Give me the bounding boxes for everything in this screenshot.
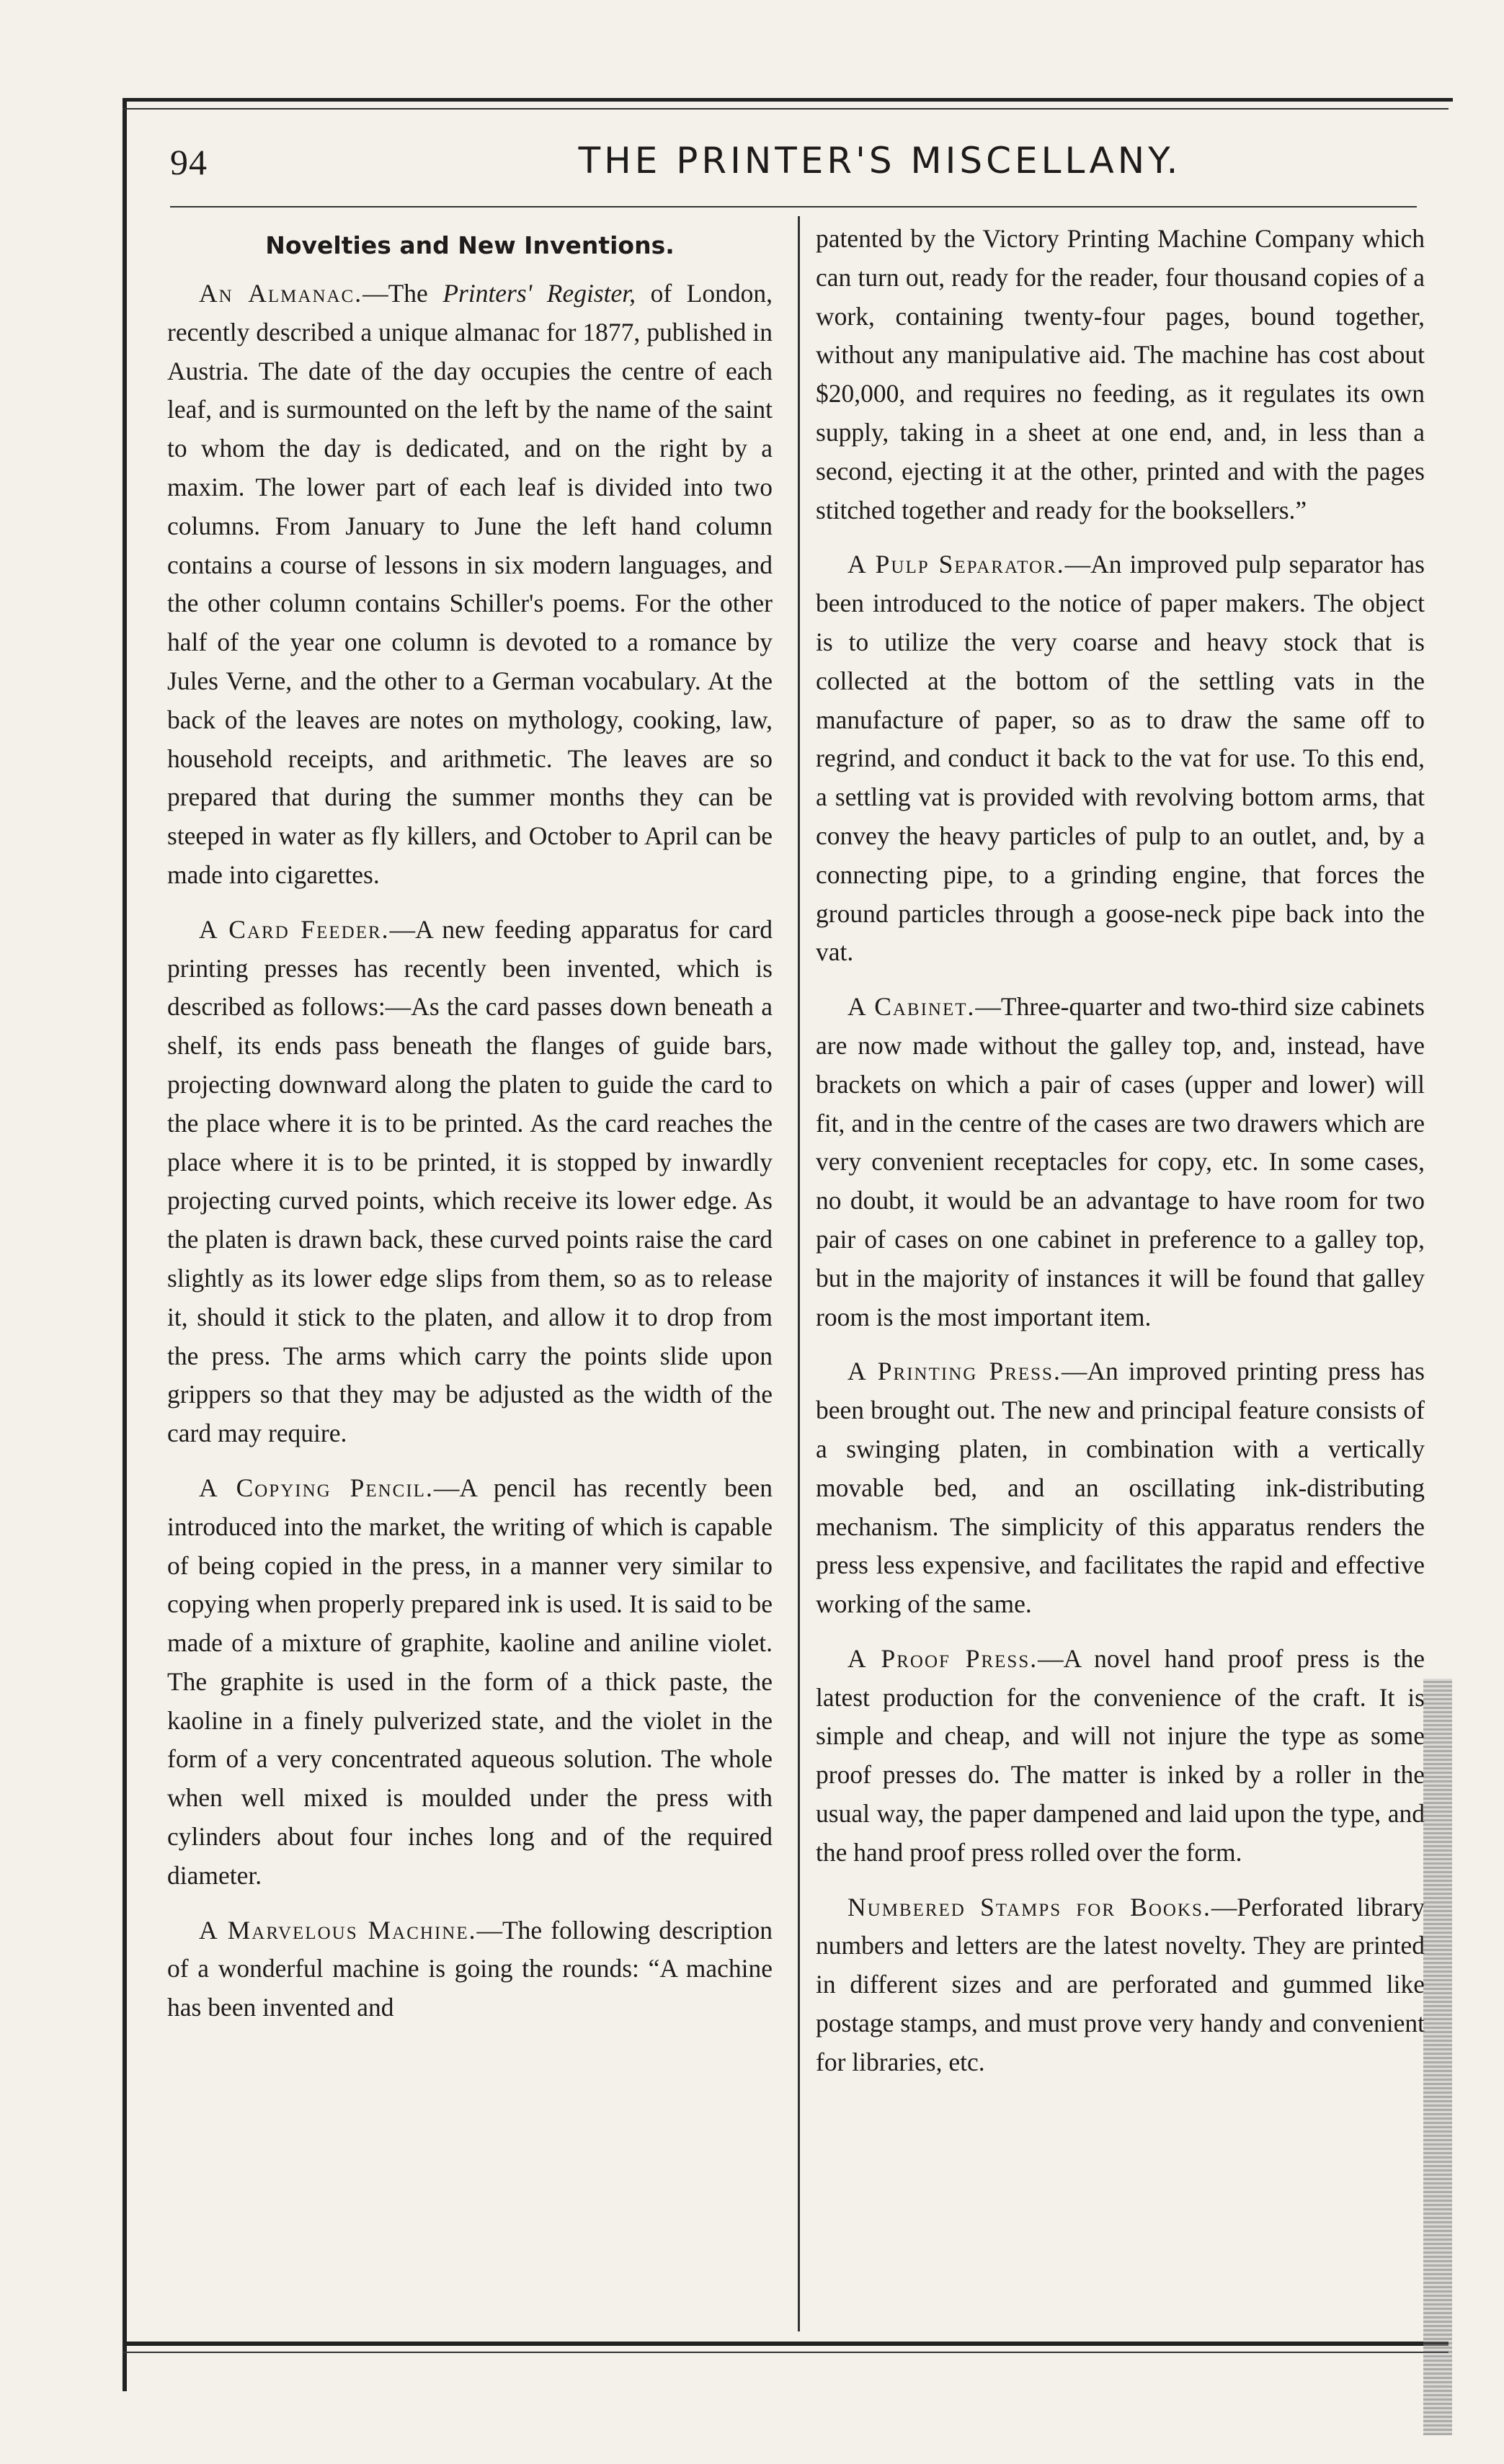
article-title: A Copying Pencil.	[199, 1473, 434, 1502]
article-text: —A new feeding apparatus for card printing presses has recently been invented, which is described as follows:—As the card passes down beneath a shelf, its ends pass beneath the flanges of guide bars, projecting downward along the platen to guide the card to the place where it is to be printed. As the card reaches the place where it is to be printed, it is stopped by inwardly projecting curved points, which receive its lower edge. As the platen is drawn back, these curved points raise the card slightly as its lower edge slips from them, so as to release it, should it stick to the platen, and allow it to drop from the press. The arms which carry the points slide upon grippers so that they may be adjusted as the width of the card may require.	[167, 914, 773, 1448]
page-number: 94	[170, 142, 208, 182]
header-rule	[170, 206, 1417, 207]
article-cabinet	[816, 988, 1425, 1336]
article-marvelous-machine-continued: patented by the Victory Printing Machine Company which can turn out, ready for the reader, four thousand copies of a work, containing twenty-four pages, bound together, without any manipulative aid. The machine has cost about $20,000, and requires no feeding, as it regulates its own supply, taking in a sheet at one end, and, in less than a second, ejecting it at the other, printed and with the pages stitched together and ready for the booksellers.”	[816, 224, 1425, 525]
article-text: —The following description of a wonderful machine is going the rounds: “A machine has been invented and	[167, 1915, 773, 2022]
article-printing-press	[816, 1352, 1425, 1624]
article-text: —An improved printing press has been brought out. The new and principal feature consists of a swinging platen, in combination with a vertically movable bed, and an oscillating ink-distributing mechanism. The simplicity of this apparatus renders the press less expensive, and facilitates the rapid and effective working of the same.	[816, 1357, 1425, 1619]
article-card-feeder	[167, 911, 773, 1453]
article-copying-pencil	[167, 1469, 773, 1896]
section-heading: Novelties and New Inventions.	[265, 231, 675, 259]
frame-top-rule	[123, 108, 1449, 110]
publication-name: Printers' Register,	[442, 279, 636, 308]
column-divider	[798, 216, 800, 2331]
article-pulp-separator	[816, 545, 1425, 972]
page-edge-texture	[1423, 1679, 1452, 2435]
article-text: of London, recently described a unique almanac for 1877, published in Austria. The date of the day occupies the centre of each leaf, and is surmounted on the left by the name of the saint to whom the day is dedicated, and on the right by a maxim. The lower part of each leaf is divided into two columns. From January to June the left hand column contains a course of lessons in six modern languages, and the other column contains Schiller's poems. For the other half of the year one column is devoted to a romance by Jules Verne, and the other to a German vocabulary. At the back of the leaves are notes on mythology, cooking, law, household receipts, and arithmetic. The leaves are so prepared that during the summer months they can be steeped in water as fly killers, and October to April can be made into cigarettes.	[167, 279, 773, 889]
page-header	[170, 134, 1417, 192]
article-text: —Perforated library numbers and letters are the latest novelty. They are printed in different sizes and are perforated and gummed like postage stamps, and must prove very handy and convenient for libraries, etc.	[816, 1892, 1425, 2076]
article-text: —A pencil has recently been introduced into the market, the writing of which is capable of being copied in the press, in a manner very similar to copying when properly prepared ink is used. It is said to be made of a mixture of graphite, kaoline and aniline violet. The graphite is used in the form of a thick paste, the kaoline in a finely pulverized state, and the violet in the form of a very concentrated aqueous solution. The whole when well mixed is moulded under the press with cylinders about four inches long and of the required diameter.	[167, 1473, 773, 1890]
article-text: —Three-quarter and two-third size cabinets are now made without the galley top, and, instead, have brackets on which a pair of cases (upper and lower) will fit, and in the centre of the cases are two drawers which are very convenient receptacles for copy, etc. In some cases, no doubt, it would be an advantage to have room for two pair of cases on one cabinet in preference to a galley top, but in the majority of instances it will be found that galley room is the most important item.	[816, 992, 1425, 1331]
article-proof-press	[816, 1640, 1425, 1872]
left-column	[167, 220, 773, 2043]
article-title: A Marvelous Machine.	[199, 1915, 477, 1945]
article-title: Numbered Stamps for Books.	[847, 1892, 1211, 1921]
article-title: A Proof Press.	[847, 1643, 1038, 1673]
article-text: —An improved pulp separator has been introduced to the notice of paper makers. The object is to utilize the very coarse and heavy stock that is collected at the bottom of the settling vats in the manufacture of paper, so as to draw the same off to regrind, and conduct it back to the vat for use. To this end, a settling vat is provided with revolving bottom arms, that convey the heavy particles of pulp to an outlet, and, by a connecting pipe, to a grinding engine, that forces the ground particles through a goose-neck pipe back into the vat.	[816, 550, 1425, 967]
frame-bottom-rule-thin	[123, 2352, 1449, 2353]
running-title: THE PRINTER'S MISCELLANY.	[578, 140, 1182, 182]
article-title: A Pulp Separator.	[847, 550, 1065, 579]
title-dash: —	[362, 279, 388, 308]
article-numbered-stamps	[816, 1888, 1425, 2082]
article-title: A Printing Press.	[847, 1357, 1062, 1386]
article-text: The	[388, 279, 443, 308]
article-title: An Almanac.	[199, 279, 363, 308]
article-title: A Cabinet.	[847, 992, 976, 1022]
article-text: —A novel hand proof press is the latest production for the convenience of the craft. It is simple and cheap, and will not injure the type as some proof presses do. The matter is inked by a roller in the usual way, the paper dampened and laid upon the type, and the hand proof press rolled over the form.	[816, 1643, 1425, 1867]
article-title: A Card Feeder.	[199, 914, 390, 944]
right-column	[816, 220, 1425, 2098]
article-almanac	[167, 274, 773, 895]
article-marvelous-machine	[167, 1911, 773, 2027]
frame-bottom-rule	[123, 2342, 1449, 2346]
